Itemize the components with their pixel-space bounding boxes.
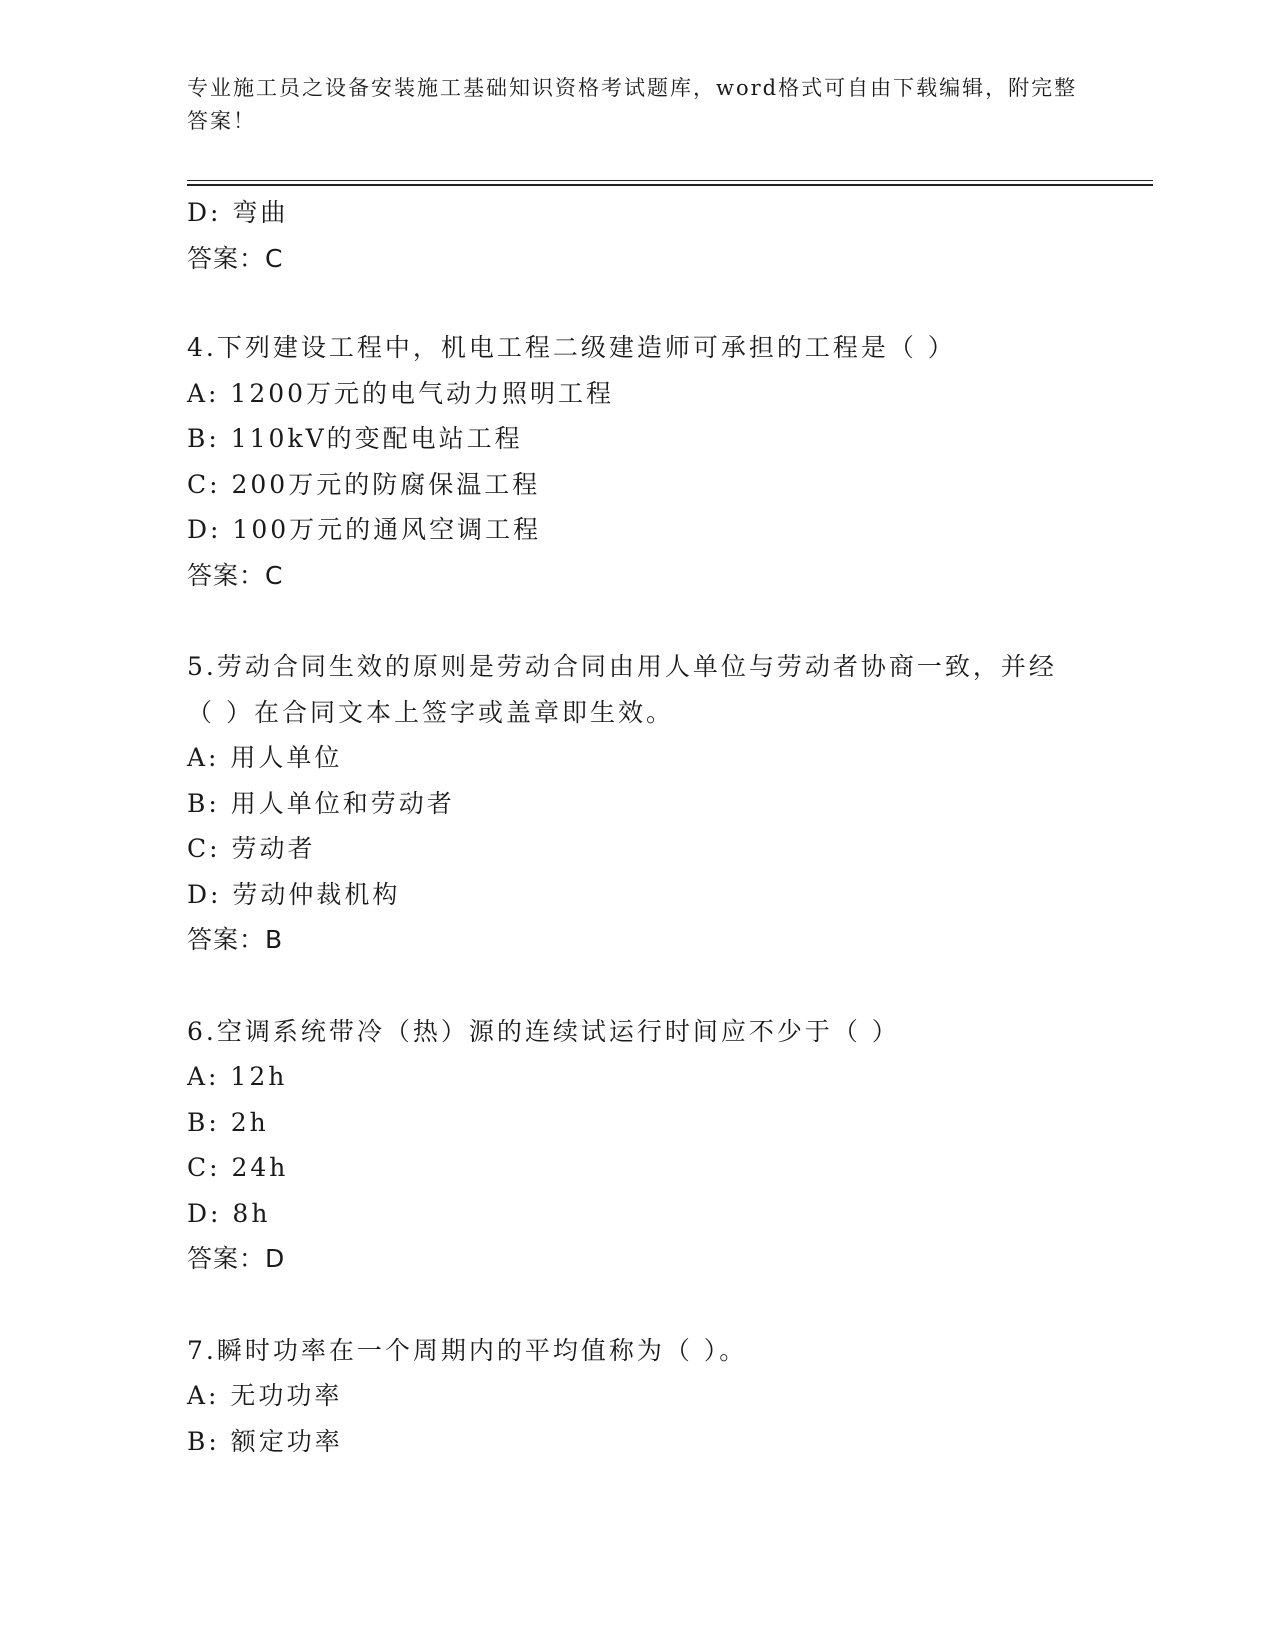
- document-header: [187, 72, 1087, 138]
- option-line: B: 110kV的变配电站工程: [187, 424, 523, 453]
- question-block: [187, 1009, 1087, 1282]
- question-list: [187, 190, 1087, 1464]
- question-block: [187, 644, 1087, 963]
- option-line: C: 劳动者: [187, 834, 316, 863]
- option-line: A: 无功功率: [187, 1381, 343, 1410]
- option-line: B: 额定功率: [187, 1426, 343, 1456]
- answer-line: 答案：B: [187, 925, 284, 954]
- header-divider-thick: [187, 184, 1153, 186]
- header-text: 专业施工员之设备安装施工基础知识资格考试题库，word格式可自由下载编辑，附完整答案！: [187, 76, 1078, 133]
- option-line: A: 1200万元的电气动力照明工程: [187, 378, 615, 408]
- answer-line: 答案：C: [187, 560, 284, 590]
- answer-line: 答案：D: [187, 1244, 286, 1273]
- answer-line: 答案：C: [187, 243, 284, 273]
- question-title: 4.下列建设工程中，机电工程二级建造师可承担的工程是（ ）: [187, 333, 956, 362]
- question-block: [187, 1328, 1087, 1465]
- option-line: C: 24h: [187, 1153, 289, 1182]
- option-line: A: 12h: [187, 1062, 288, 1091]
- option-line: B: 2h: [187, 1107, 269, 1137]
- option-line: D: 100万元的通风空调工程: [187, 515, 542, 544]
- question-title: 7.瞬时功率在一个周期内的平均值称为（ ）。: [187, 1335, 748, 1365]
- option-line: D: 劳动仲裁机构: [187, 879, 401, 909]
- question-block: [187, 325, 1087, 598]
- option-line: C: 200万元的防腐保温工程: [187, 469, 541, 499]
- option-line: B: 用人单位和劳动者: [187, 788, 455, 818]
- option-line: D: 8h: [187, 1198, 271, 1228]
- option-line: A: 用人单位: [187, 743, 343, 772]
- option-line: D: 弯曲: [187, 198, 289, 227]
- question-title: 5.劳动合同生效的原则是劳动合同由用人单位与劳动者协商一致，并经（ ）在合同文本上签字或盖章即生效。: [187, 652, 1057, 727]
- header-divider-thin: [187, 180, 1153, 181]
- question-title: 6.空调系统带冷（热）源的连续试运行时间应不少于（ ）: [187, 1016, 900, 1046]
